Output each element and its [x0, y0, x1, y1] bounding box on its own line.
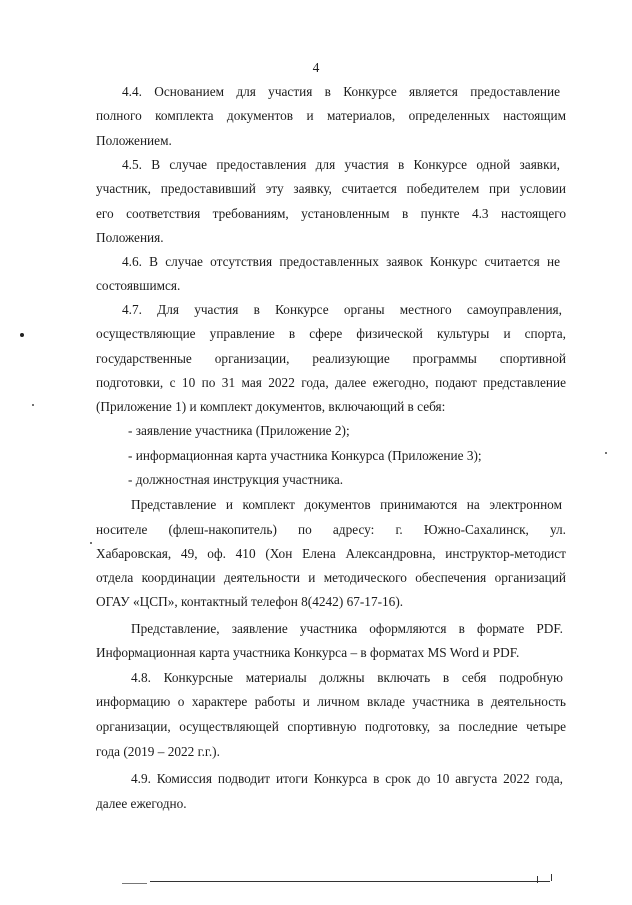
- text-line: носителе (флеш-накопитель) по адресу: г. Южно-Сахалинск, ул.: [96, 522, 566, 537]
- text-line: 4.5. В случае предоставления для участия в Конкурсе одной заявки,: [122, 157, 560, 172]
- text-line: состоявшимся.: [96, 278, 181, 293]
- text-line: подготовки, с 10 по 31 мая 2022 года, далее ежегодно, подают представление: [96, 375, 566, 390]
- footer-tick: [537, 876, 538, 883]
- text-line: далее ежегодно.: [96, 796, 187, 811]
- footer-rule-short: [122, 883, 147, 884]
- scan-speck: [32, 404, 34, 406]
- page-number: 4: [312, 60, 320, 75]
- text-line: 4.9. Комиссия подводит итоги Конкурса в срок до 10 августа 2022 года,: [131, 771, 563, 786]
- text-line: - заявление участника (Приложение 2);: [128, 423, 350, 438]
- text-line: участник, предоставивший эту заявку, считается победителем при условии: [96, 181, 566, 196]
- scan-speck: [605, 452, 607, 454]
- text-line: отдела координации деятельности и методического обеспечения организаций: [96, 570, 566, 585]
- text-line: организации, осуществляющей спортивную подготовку, за последние четыре: [96, 719, 566, 734]
- text-line: полного комплекта документов и материалов, определенных настоящим: [96, 108, 566, 123]
- text-line: года (2019 – 2022 г.г.).: [96, 744, 220, 759]
- text-line: (Приложение 1) и комплект документов, включающий в себя:: [96, 399, 446, 414]
- text-line: государственные организации, реализующие программы спортивной: [96, 351, 566, 366]
- text-line: информацию о характере работы и личном вкладе участника в деятельность: [96, 694, 566, 709]
- text-line: Положения.: [96, 230, 164, 245]
- scan-speck: [90, 542, 92, 544]
- footer-rule: [150, 881, 550, 882]
- text-line: 4.4. Основанием для участия в Конкурсе является предоставление: [122, 84, 560, 99]
- text-line: осуществляющие управление в сфере физической культуры и спорта,: [96, 326, 566, 341]
- text-line: Положением.: [96, 133, 172, 148]
- text-line: - информационная карта участника Конкурса (Приложение 3);: [128, 448, 482, 463]
- text-line: 4.6. В случае отсутствия предоставленных заявок Конкурс считается не: [122, 254, 560, 269]
- text-line: его соответствия требованиям, установленным в пункте 4.3 настоящего: [96, 206, 566, 221]
- text-line: 4.8. Конкурсные материалы должны включать в себя подробную: [131, 670, 563, 685]
- text-line: ОГАУ «ЦСП», контактный телефон 8(4242) 67-17-16).: [96, 594, 404, 609]
- footer-tick: [551, 874, 552, 881]
- text-line: Представление, заявление участника оформляются в формате PDF.: [131, 621, 563, 636]
- text-line: - должностная инструкция участника.: [128, 472, 344, 487]
- text-line: Представление и комплект документов принимаются на электронном: [131, 497, 562, 512]
- text-line: 4.7. Для участия в Конкурсе органы местного самоуправления,: [122, 302, 562, 317]
- text-line: Информационная карта участника Конкурса – в форматах MS Word и PDF.: [96, 645, 520, 660]
- text-line: Хабаровская, 49, оф. 410 (Хон Елена Александровна, инструктор-методист: [96, 546, 566, 561]
- scan-dot: [20, 333, 24, 337]
